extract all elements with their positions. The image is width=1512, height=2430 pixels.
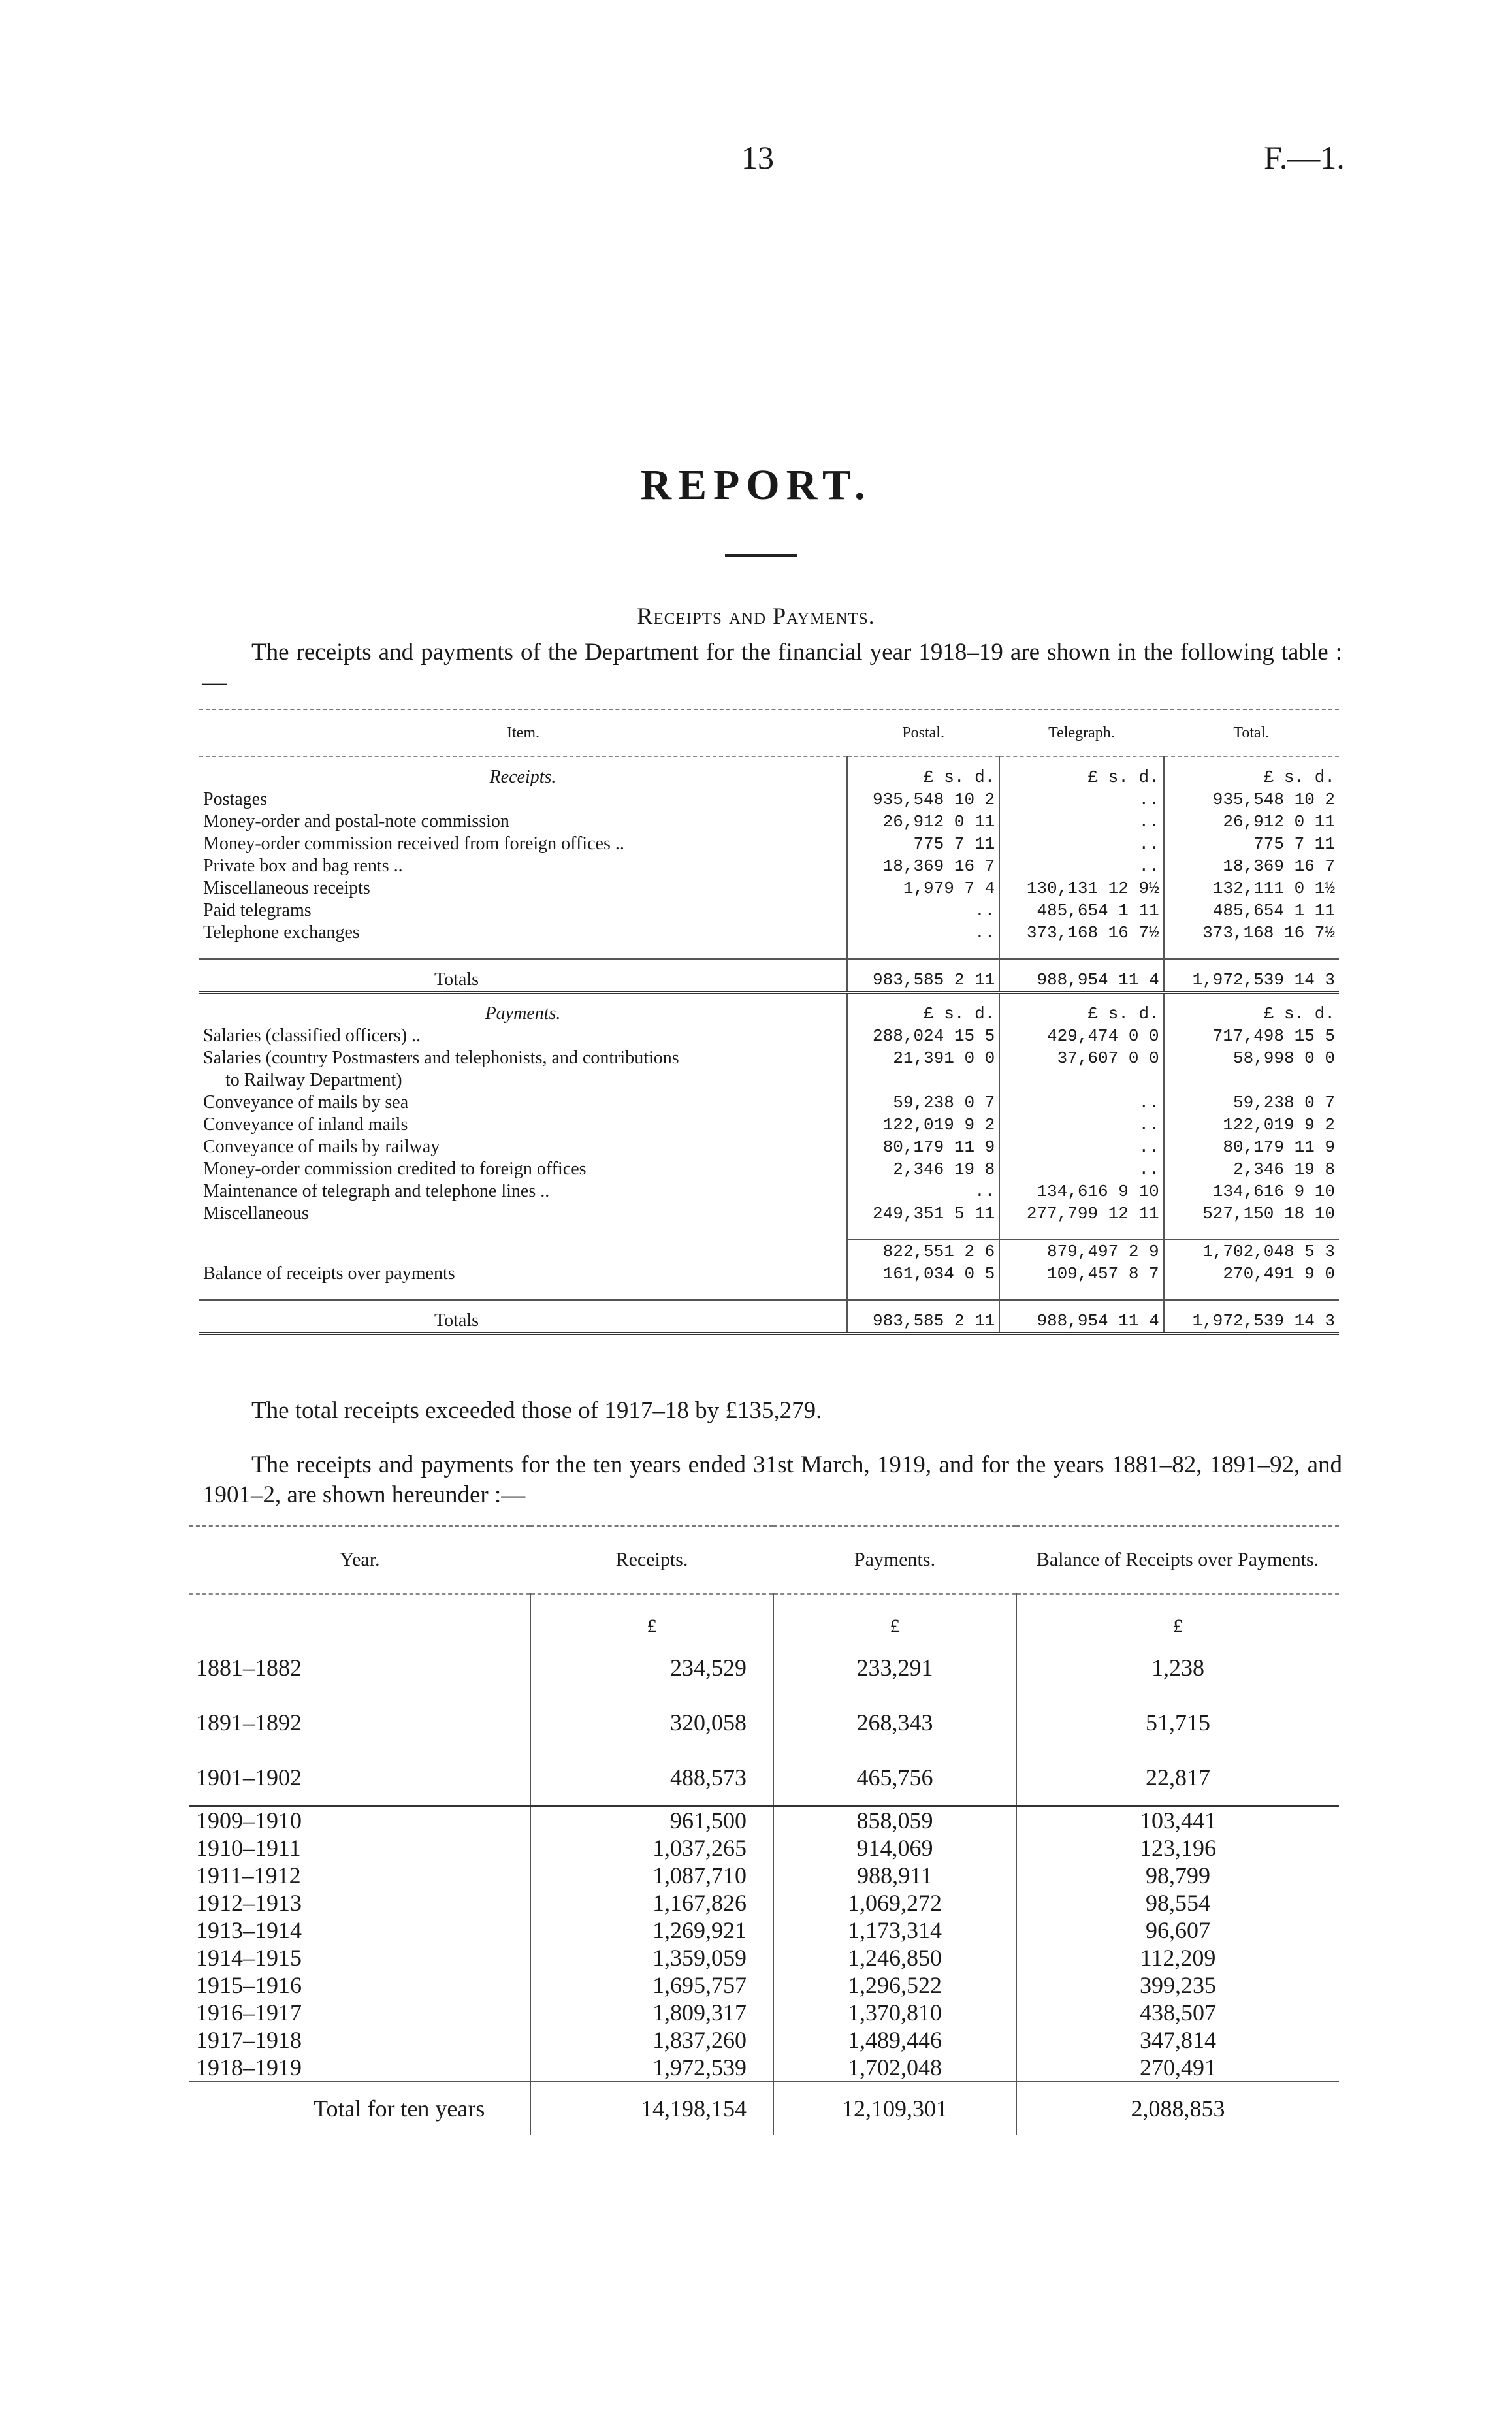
receipts-total-row (199, 959, 1339, 992)
balance-row (199, 1263, 1339, 1285)
total-value: 18,369 16 7 (1164, 855, 1339, 877)
table-row (199, 833, 1339, 855)
payments-value: 1,173,314 (773, 1917, 1016, 1944)
telegraph-value: .. (999, 788, 1163, 811)
year-label: 1913–1914 (196, 1917, 302, 1943)
row-label: Conveyance of mails by railway (203, 1137, 440, 1157)
document-reference: F.—1. (1264, 139, 1345, 176)
col-telegraph-header: Telegraph. (999, 709, 1163, 756)
postal-value: 775 7 11 (847, 833, 999, 855)
table-row (189, 2026, 1339, 2054)
receipts-value: 1,837,260 (530, 2026, 773, 2054)
telegraph-value: .. (999, 811, 1163, 833)
year-label: 1901–1902 (196, 1764, 302, 1790)
total-value: 26,912 0 11 (1164, 811, 1339, 833)
postal-value: 122,019 9 2 (847, 1114, 999, 1136)
page-number: 13 (741, 139, 774, 176)
row-label: Money-order and postal-note commission (203, 811, 509, 832)
receipts-payments-table (199, 709, 1339, 1335)
table-row (199, 1025, 1339, 1047)
year-label: 1917–1918 (196, 2027, 302, 2053)
section-heading: Receipts and Payments. (637, 603, 875, 629)
payments-value: 1,489,446 (773, 2026, 1016, 2054)
postal-value: 21,391 0 0 (847, 1047, 999, 1069)
year-label: 1912–1913 (196, 1890, 302, 1916)
unit-label: £ s. d. (1164, 992, 1339, 1025)
year-label: 1881–1882 (196, 1655, 302, 1681)
receipts-value: 488,573 (530, 1750, 773, 1806)
telegraph-value: 130,131 12 9½ (999, 877, 1163, 899)
receipts-value: 1,972,539 (530, 2054, 773, 2082)
table-row (199, 1114, 1339, 1136)
telegraph-value: 429,474 0 0 (999, 1025, 1163, 1047)
table-row (199, 1180, 1339, 1203)
table-row (189, 1889, 1339, 1917)
year-label: 1911–1912 (196, 1862, 301, 1888)
balance-value: 98,554 (1016, 1889, 1339, 1917)
year-label: 1914–1915 (196, 1945, 302, 1971)
balance-value: 347,814 (1016, 2026, 1339, 2054)
table-row (189, 1640, 1339, 1695)
unit-label: £ s. d. (999, 756, 1163, 788)
total-value: 58,998 0 0 (1164, 1047, 1339, 1069)
receipts-value: 14,198,154 (530, 2082, 773, 2135)
payments-value: 1,246,850 (773, 1944, 1016, 1971)
row-label: Balance of receipts over payments (203, 1263, 455, 1284)
unit-label: £ (1016, 1594, 1339, 1640)
unit-label: £ s. d. (847, 992, 999, 1025)
telegraph-value: 134,616 9 10 (999, 1180, 1163, 1203)
postal-value: 18,369 16 7 (847, 855, 999, 877)
table-row (189, 1862, 1339, 1889)
receipts-value: 1,809,317 (530, 1999, 773, 2026)
table-row (199, 1203, 1339, 1225)
receipts-value: 320,058 (530, 1695, 773, 1750)
telegraph-value: 879,497 2 9 (999, 1240, 1163, 1263)
telegraph-value: .. (999, 1092, 1163, 1114)
postal-value: 1,979 7 4 (847, 877, 999, 899)
total-value: 59,238 0 7 (1164, 1092, 1339, 1114)
receipts-value: 1,695,757 (530, 1971, 773, 1999)
row-label: Maintenance of telegraph and telephone lines .. (203, 1181, 550, 1201)
table-row (199, 1069, 1339, 1092)
receipts-value: 1,269,921 (530, 1917, 773, 1944)
row-label: Total for ten years (189, 2082, 530, 2135)
col-postal-header: Postal. (847, 709, 999, 756)
payments-value: 268,343 (773, 1695, 1016, 1750)
balance-value: 438,507 (1016, 1999, 1339, 2026)
unit-label: £ s. d. (1164, 756, 1339, 788)
total-value: 2,346 19 8 (1164, 1158, 1339, 1180)
table-row (199, 922, 1339, 944)
postal-value: .. (847, 1180, 999, 1203)
receipts-section-label: Receipts. (489, 767, 556, 787)
table-row (189, 1917, 1339, 1944)
balance-value: 399,235 (1016, 1971, 1339, 1999)
postal-value: 59,238 0 7 (847, 1092, 999, 1114)
table-row (199, 811, 1339, 833)
row-label: Miscellaneous (203, 1203, 309, 1223)
table-row (189, 1944, 1339, 1971)
report-title: REPORT. (640, 461, 872, 509)
payments-value: 988,911 (773, 1862, 1016, 1889)
total-value: 134,616 9 10 (1164, 1180, 1339, 1203)
total-value: 122,019 9 2 (1164, 1114, 1339, 1136)
row-label: Salaries (country Postmasters and telephonists, and contributions (203, 1048, 679, 1068)
total-value: 935,548 10 2 (1164, 788, 1339, 811)
row-label: Totals (199, 1300, 847, 1333)
telegraph-value: 988,954 11 4 (999, 959, 1163, 992)
unit-label: £ s. d. (847, 756, 999, 788)
telegraph-value: 109,457 8 7 (999, 1263, 1163, 1285)
table-row (199, 1047, 1339, 1069)
payments-value: 858,059 (773, 1806, 1016, 1835)
table-row (199, 1136, 1339, 1158)
unit-label: £ s. d. (999, 992, 1163, 1025)
postal-value: 161,034 0 5 (847, 1263, 999, 1285)
col-total-header: Total. (1164, 709, 1339, 756)
table-row (189, 1806, 1339, 1835)
payments-value: 465,756 (773, 1750, 1016, 1806)
telegraph-value: .. (999, 1158, 1163, 1180)
telegraph-value: .. (999, 855, 1163, 877)
year-label: 1915–1916 (196, 1972, 302, 1998)
balance-value: 103,441 (1016, 1806, 1339, 1835)
row-label: Paid telegrams (203, 900, 312, 920)
row-label: Money-order commission credited to foreign offices (203, 1159, 587, 1179)
telegraph-value: 485,654 1 11 (999, 899, 1163, 922)
table-row (189, 1999, 1339, 2026)
total-value: 1,972,539 14 3 (1164, 1300, 1339, 1333)
receipts-value: 961,500 (530, 1806, 773, 1835)
table-row (199, 788, 1339, 811)
balance-value: 123,196 (1016, 1834, 1339, 1862)
row-label: to Railway Department) (225, 1070, 402, 1090)
total-value: 485,654 1 11 (1164, 899, 1339, 922)
table-row (199, 877, 1339, 899)
payments-value: 233,291 (773, 1640, 1016, 1695)
postal-value (847, 1069, 999, 1092)
postal-value: 249,351 5 11 (847, 1203, 999, 1225)
row-label: Telephone exchanges (203, 922, 360, 943)
total-value: 1,702,048 5 3 (1164, 1240, 1339, 1263)
total-value: 1,972,539 14 3 (1164, 959, 1339, 992)
receipts-note: The total receipts exceeded those of 1917–18 by £135,279. (251, 1397, 822, 1424)
receipts-value: 234,529 (530, 1640, 773, 1695)
row-label: Salaries (classified officers) .. (203, 1026, 421, 1046)
intro-paragraph: The receipts and payments of the Department for the financial year 1918–19 are shown in the following table :— (202, 639, 1342, 696)
postal-value: 822,551 2 6 (847, 1240, 999, 1263)
payments-value: 1,069,272 (773, 1889, 1016, 1917)
postal-value: 2,346 19 8 (847, 1158, 999, 1180)
row-label: Conveyance of inland mails (203, 1114, 408, 1135)
col-payments-header: Payments. (773, 1526, 1016, 1594)
telegraph-value: .. (999, 833, 1163, 855)
col-balance-header: Balance of Receipts over Payments. (1016, 1526, 1339, 1594)
table-row (199, 1092, 1339, 1114)
table-row (189, 1695, 1339, 1750)
title-rule (725, 554, 797, 557)
total-value: 270,491 9 0 (1164, 1263, 1339, 1285)
payments-value: 1,370,810 (773, 1999, 1016, 2026)
postal-value: 983,585 2 11 (847, 1300, 999, 1333)
ten-year-total-row (189, 2082, 1339, 2135)
balance-value: 96,607 (1016, 1917, 1339, 1944)
total-value: 373,168 16 7½ (1164, 922, 1339, 944)
payments-value: 914,069 (773, 1834, 1016, 1862)
col-year-header: Year. (189, 1526, 530, 1594)
total-value: 132,111 0 1½ (1164, 877, 1339, 899)
unit-label: £ (530, 1594, 773, 1640)
postal-value: 26,912 0 11 (847, 811, 999, 833)
table-row (189, 2054, 1339, 2082)
row-label: Private box and bag rents .. (203, 856, 403, 876)
row-label: Money-order commission received from foreign offices .. (203, 834, 624, 854)
table-row (189, 1834, 1339, 1862)
postal-value: 80,179 11 9 (847, 1136, 999, 1158)
table-row (199, 1158, 1339, 1180)
balance-value: 51,715 (1016, 1695, 1339, 1750)
telegraph-value: 37,607 0 0 (999, 1047, 1163, 1069)
ten-year-intro: The receipts and payments for the ten years ended 31st March, 1919, and for the years 1881–82, 1891–92, and 1901–2, are shown hereunder :— (202, 1451, 1342, 1508)
telegraph-value: 277,799 12 11 (999, 1203, 1163, 1225)
total-value: 527,150 18 10 (1164, 1203, 1339, 1225)
postal-value: .. (847, 922, 999, 944)
balance-value: 22,817 (1016, 1750, 1339, 1806)
postal-value: 935,548 10 2 (847, 788, 999, 811)
table-row (189, 1971, 1339, 1999)
balance-value: 112,209 (1016, 1944, 1339, 1971)
balance-value: 270,491 (1016, 2054, 1339, 2082)
table-row (189, 1750, 1339, 1806)
payments-section-label: Payments. (485, 1003, 561, 1024)
total-value: 80,179 11 9 (1164, 1136, 1339, 1158)
total-value: 717,498 15 5 (1164, 1025, 1339, 1047)
telegraph-value (999, 1069, 1163, 1092)
row-label: Postages (203, 789, 267, 809)
receipts-value: 1,037,265 (530, 1834, 773, 1862)
row-label: Conveyance of mails by sea (203, 1092, 409, 1112)
postal-value: .. (847, 899, 999, 922)
payments-value: 1,702,048 (773, 2054, 1016, 2082)
unit-label: £ (773, 1594, 1016, 1640)
ten-year-table (189, 1525, 1339, 2135)
payments-value: 1,296,522 (773, 1971, 1016, 1999)
col-receipts-header: Receipts. (530, 1526, 773, 1594)
table-row (199, 899, 1339, 922)
payments-value: 12,109,301 (773, 2082, 1016, 2135)
year-label: 1910–1911 (196, 1835, 301, 1861)
row-label: Miscellaneous receipts (203, 878, 370, 898)
year-label: 1909–1910 (189, 1806, 530, 1835)
telegraph-value: 988,954 11 4 (999, 1300, 1163, 1333)
telegraph-value: 373,168 16 7½ (999, 922, 1163, 944)
total-value: 775 7 11 (1164, 833, 1339, 855)
table-row (199, 855, 1339, 877)
year-label: 1891–1892 (196, 1709, 302, 1736)
postal-value: 288,024 15 5 (847, 1025, 999, 1047)
telegraph-value: .. (999, 1136, 1163, 1158)
balance-value: 2,088,853 (1016, 2082, 1339, 2135)
receipts-value: 1,087,710 (530, 1862, 773, 1889)
telegraph-value: .. (999, 1114, 1163, 1136)
col-item-header: Item. (199, 709, 847, 756)
payments-total-row (199, 1300, 1339, 1333)
balance-value: 1,238 (1016, 1640, 1339, 1695)
balance-value: 98,799 (1016, 1862, 1339, 1889)
receipts-value: 1,359,059 (530, 1944, 773, 1971)
total-value (1164, 1069, 1339, 1092)
postal-value: 983,585 2 11 (847, 959, 999, 992)
payments-subtotal-row (199, 1240, 1339, 1263)
year-label: 1918–1919 (196, 2054, 302, 2081)
receipts-value: 1,167,826 (530, 1889, 773, 1917)
row-label: Totals (199, 959, 847, 992)
year-label: 1916–1917 (196, 2000, 302, 2026)
